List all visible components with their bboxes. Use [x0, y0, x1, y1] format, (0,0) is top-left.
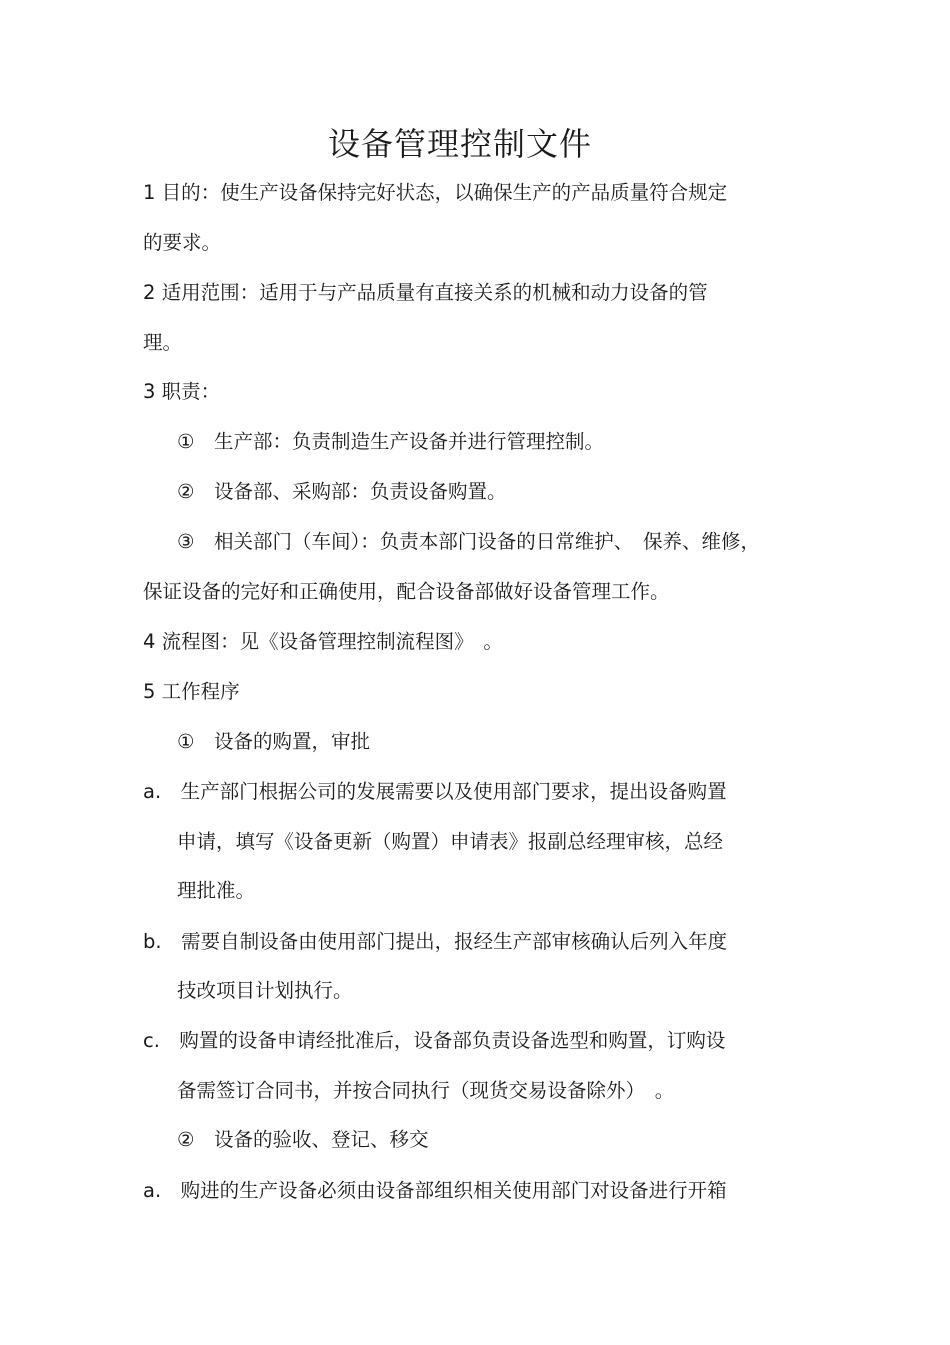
item-a-line-2: 申请，填写《设备更新（购置）申请表》报副总经理审核，总经 [177, 830, 724, 853]
item-a-line-3: 理批准。 [177, 879, 256, 902]
purpose-line-2: 的要求。 [143, 231, 222, 254]
procedure-section-2: ② 设备的验收、登记、移交 [177, 1128, 429, 1151]
scope-line-2: 理。 [143, 331, 183, 354]
item-a-line-1: a. 生产部门根据公司的发展需要以及使用部门要求，提出设备购置 [143, 780, 727, 803]
item-b-line-1: b. 需要自制设备由使用部门提出，报经生产部审核确认后列入年度 [143, 930, 728, 953]
responsibility-item-1: ① 生产部：负责制造生产设备并进行管理控制。 [177, 430, 604, 453]
procedure-section-1: ① 设备的购置，审批 [177, 730, 370, 753]
flowchart-line: 4 流程图：见《设备管理控制流程图》 。 [143, 630, 503, 653]
responsibility-item-3-line-2: 保证设备的完好和正确使用，配合设备部做好设备管理工作。 [143, 580, 670, 603]
item-c-line-2: 备需签订合同书，并按合同执行（现货交易设备除外） 。 [177, 1079, 675, 1102]
responsibility-item-3-line-1: ③ 相关部门（车间）：负责本部门设备的日常维护、 保养、维修， [177, 530, 760, 553]
scope-line-1: 2 适用范围：适用于与产品质量有直接关系的机械和动力设备的管 [143, 281, 708, 304]
section-2-item-a-line-1: a. 购进的生产设备必须由设备部组织相关使用部门对设备进行开箱 [143, 1179, 727, 1202]
responsibility-item-2: ② 设备部、采购部：负责设备购置。 [177, 480, 507, 503]
document-title: 设备管理控制文件 [327, 125, 592, 163]
item-b-line-2: 技改项目计划执行。 [177, 979, 353, 1002]
purpose-line-1: 1 目的：使生产设备保持完好状态，以确保生产的产品质量符合规定 [143, 181, 728, 204]
procedure-heading: 5 工作程序 [143, 680, 240, 703]
item-c-line-1: c. 购置的设备申请经批准后，设备部负责设备选型和购置，订购设 [143, 1029, 726, 1052]
responsibility-heading: 3 职责： [143, 380, 221, 403]
